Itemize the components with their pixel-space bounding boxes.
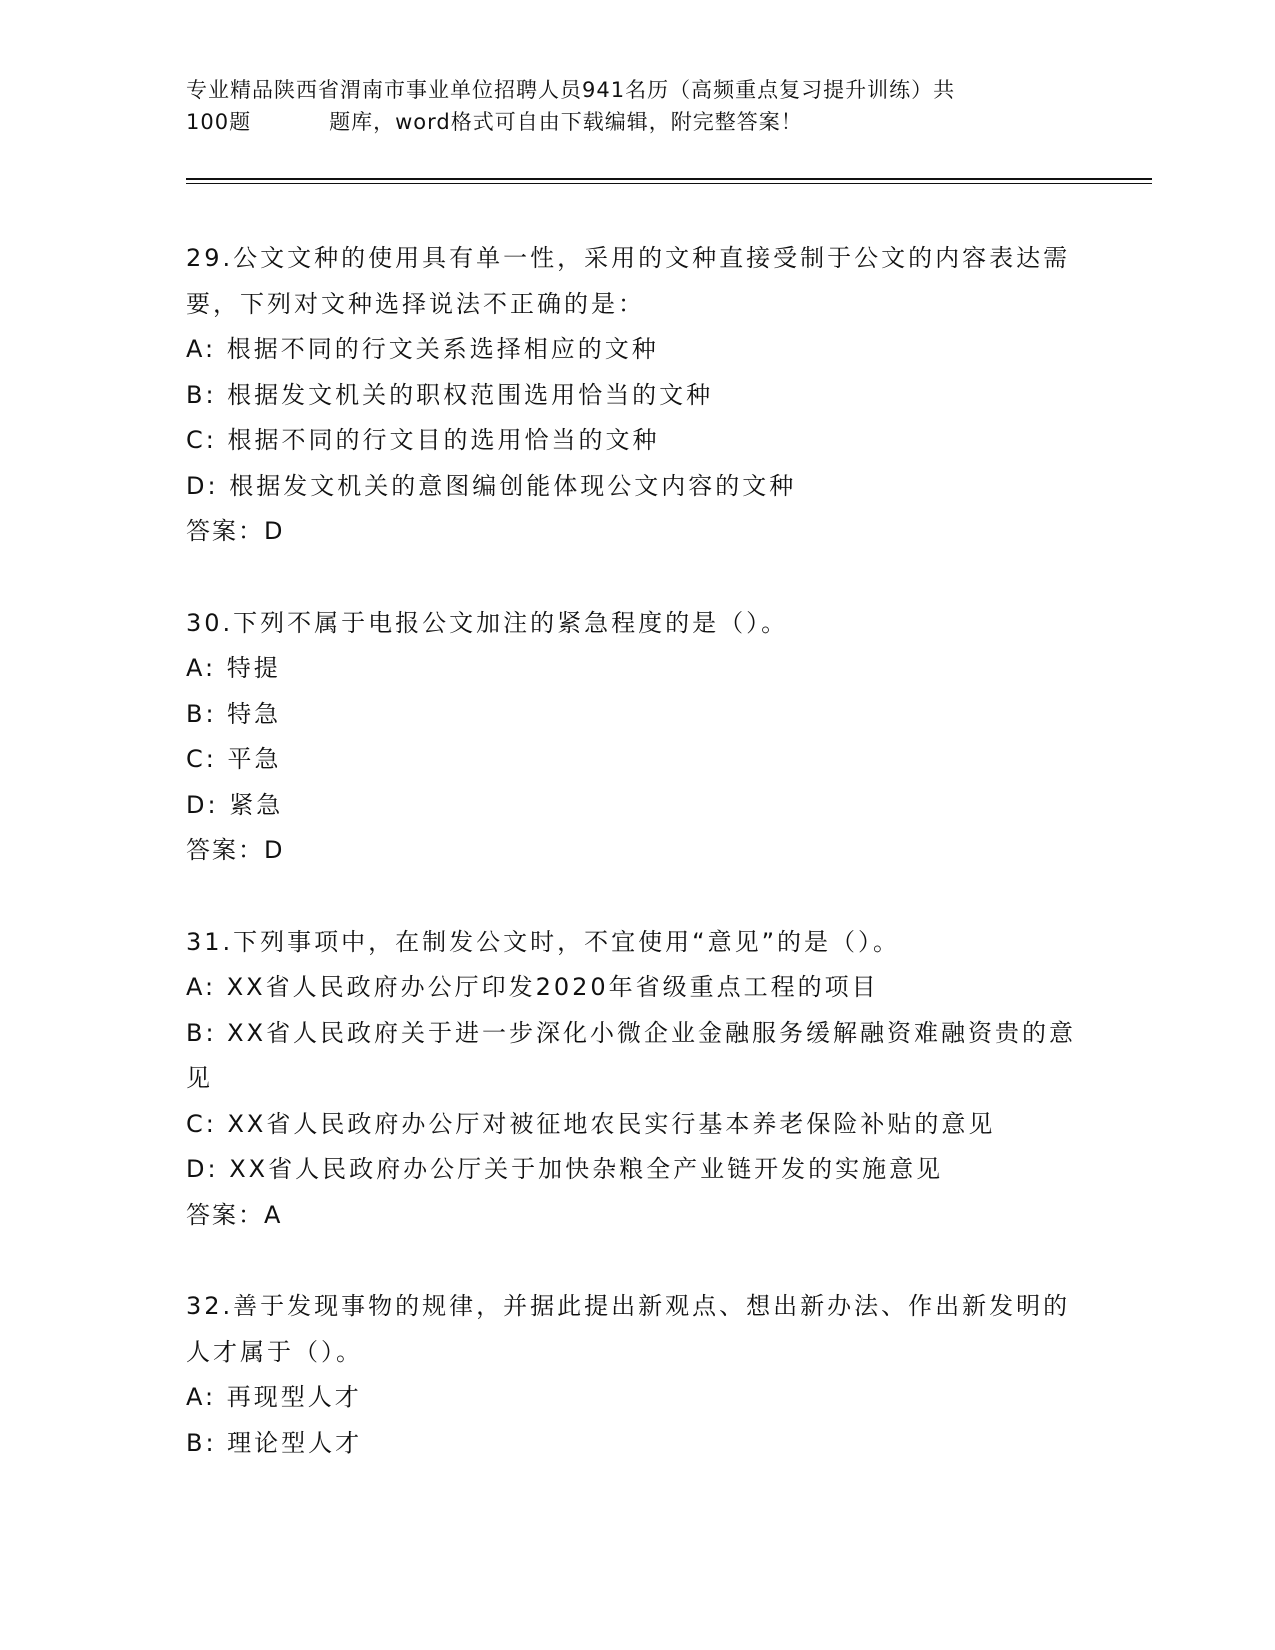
question-stem: 29.公文文种的使用具有单一性，采用的文种直接受制于公文的内容表达需要，下列对文种选择说法不正确的是：	[186, 244, 1071, 318]
question-32	[186, 1284, 1086, 1466]
question-30	[186, 601, 1086, 874]
question-option: A: XX省人民政府办公厅印发2020年省级重点工程的项目	[186, 973, 879, 1001]
question-option: D: 紧急	[186, 790, 284, 819]
question-list	[186, 236, 1086, 1512]
question-option: A: 再现型人才	[186, 1383, 362, 1411]
header-title-line1: 专业精品陕西省渭南市事业单位招聘人员941名历（高频重点复习提升训练）共	[186, 78, 956, 102]
question-option: B: 理论型人才	[186, 1428, 363, 1457]
question-option: C: XX省人民政府办公厅对被征地农民实行基本养老保险补贴的意见	[186, 1109, 996, 1138]
question-stem: 30.下列不属于电报公文加注的紧急程度的是（）。	[186, 608, 789, 637]
question-31	[186, 920, 1086, 1239]
question-answer: 答案：D	[186, 517, 285, 545]
question-stem: 32.善于发现事物的规律，并据此提出新观点、想出新办法、作出新发明的人才属于（）。	[186, 1292, 1071, 1366]
question-option: A: 根据不同的行文关系选择相应的文种	[186, 335, 659, 363]
question-option: C: 根据不同的行文目的选用恰当的文种	[186, 426, 660, 454]
question-option: B: 根据发文机关的职权范围选用恰当的文种	[186, 380, 714, 409]
question-option: D: XX省人民政府办公厅关于加快杂粮全产业链开发的实施意见	[186, 1155, 944, 1183]
header-question-count: 100题	[186, 110, 252, 134]
header-divider-thin	[186, 183, 1152, 184]
question-option: D: 根据发文机关的意图编创能体现公文内容的文种	[186, 471, 797, 500]
question-option: B: XX省人民政府关于进一步深化小微企业金融服务缓解融资难融资贵的意见	[186, 1018, 1077, 1092]
question-answer: 答案：D	[186, 836, 285, 864]
document-header	[186, 74, 1086, 138]
header-description: 题库，word格式可自由下载编辑，附完整答案！	[329, 110, 803, 134]
question-option: C: 平急	[186, 745, 282, 773]
question-stem: 31.下列事项中，在制发公文时，不宜使用“意见”的是（）。	[186, 927, 901, 956]
header-divider-thick	[186, 178, 1152, 180]
question-29	[186, 236, 1086, 555]
question-option: A: 特提	[186, 654, 281, 682]
question-option: B: 特急	[186, 699, 282, 728]
header-title-line2	[186, 106, 1086, 138]
question-answer: 答案：A	[186, 1200, 283, 1229]
